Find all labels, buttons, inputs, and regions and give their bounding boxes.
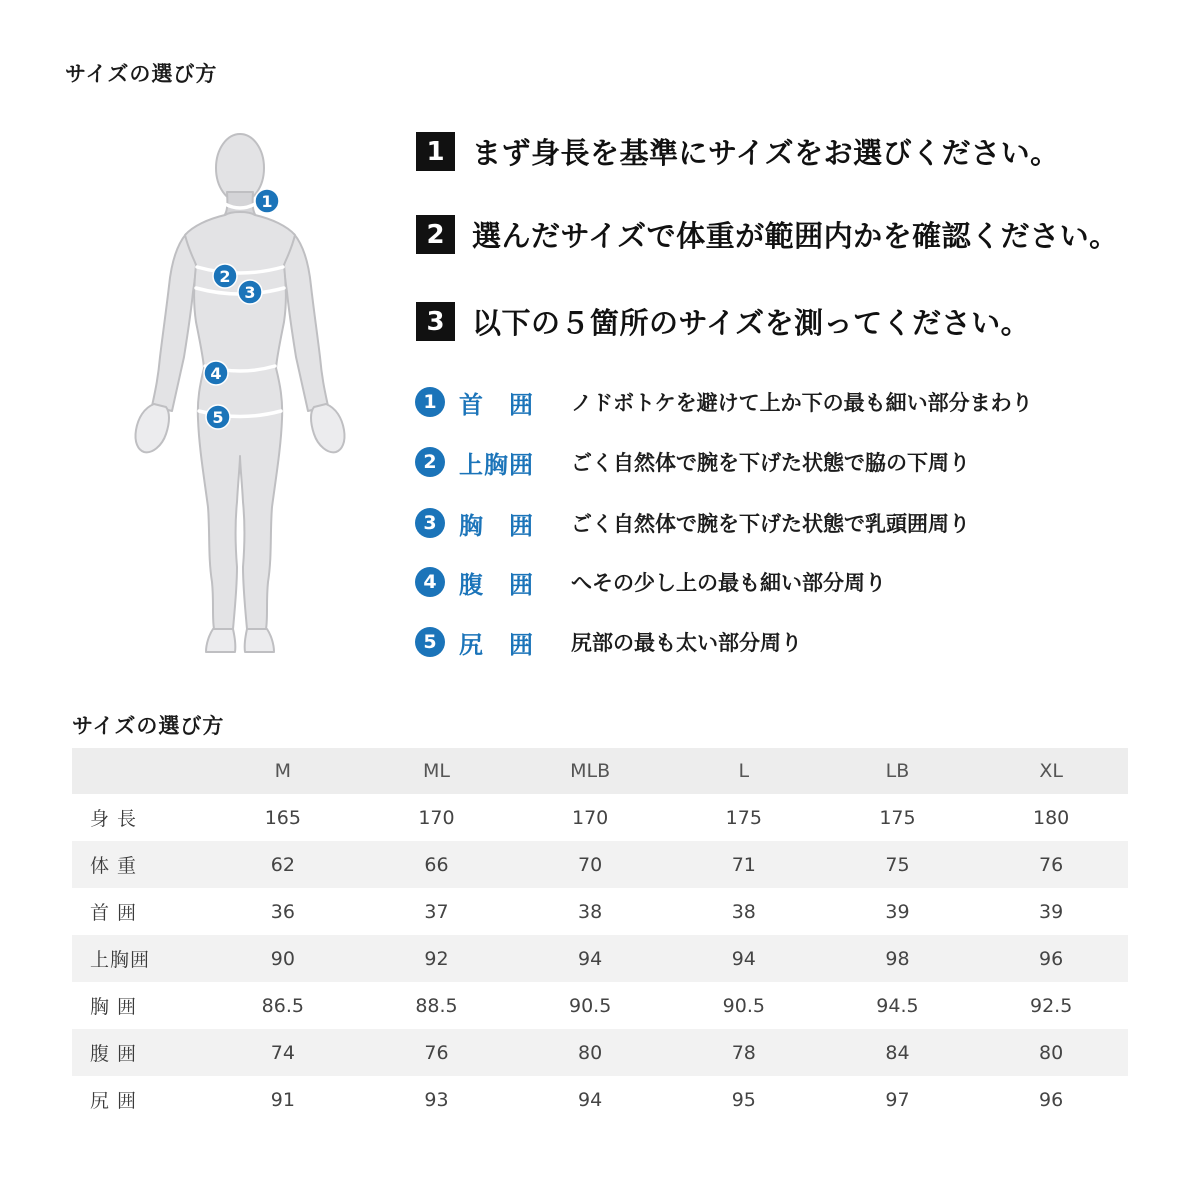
cell-weight-ml: 66 — [360, 841, 514, 888]
row-label-hip: 尻 囲 — [72, 1076, 206, 1123]
step-3-badge: 3 — [416, 302, 455, 341]
cell-neck-lb: 39 — [821, 888, 975, 935]
table-row-waist — [72, 1029, 1128, 1076]
figure-marker-5-number: 5 — [212, 408, 224, 427]
step-2-text: 選んだサイズで体重が範囲内かを確認ください。 — [472, 219, 1119, 253]
cell-chest-lb: 94.5 — [821, 982, 975, 1029]
figure-marker-1-number: 1 — [261, 192, 273, 211]
cell-upper-chest-l: 94 — [667, 935, 821, 982]
cell-hip-l: 95 — [667, 1076, 821, 1123]
step-1-text: まず身長を基準にサイズをお選びください。 — [472, 136, 1060, 170]
measurement-waist-label: 腹 囲 — [459, 570, 534, 599]
cell-weight-m: 62 — [206, 841, 360, 888]
cell-chest-xl: 92.5 — [974, 982, 1128, 1029]
measurement-neck — [415, 386, 1033, 418]
cell-weight-xl: 76 — [974, 841, 1128, 888]
figure-marker-3-number: 3 — [244, 283, 256, 302]
step-1-badge: 1 — [416, 132, 455, 171]
measurement-waist-desc: へその少し上の最も細い部分周り — [571, 571, 886, 595]
cell-chest-m: 86.5 — [206, 982, 360, 1029]
col-header-m: M — [206, 748, 360, 794]
cell-weight-l: 71 — [667, 841, 821, 888]
cell-neck-mlb: 38 — [513, 888, 667, 935]
measurement-upper-chest-desc: ごく自然体で腕を下げた状態で脇の下周り — [571, 451, 970, 475]
measurement-upper-chest-badge: 2 — [415, 447, 445, 477]
cell-neck-xl: 39 — [974, 888, 1128, 935]
cell-hip-lb: 97 — [821, 1076, 975, 1123]
cell-hip-m: 91 — [206, 1076, 360, 1123]
row-label-upper-chest: 上胸囲 — [72, 935, 206, 982]
cell-height-mlb: 170 — [513, 794, 667, 841]
figure-marker-4-number: 4 — [210, 364, 222, 383]
size-table-header-row — [72, 748, 1128, 794]
table-row-weight — [72, 841, 1128, 888]
figure-marker-2-number: 2 — [219, 267, 231, 286]
cell-height-xl: 180 — [974, 794, 1128, 841]
step-1 — [416, 131, 1060, 172]
cell-chest-ml: 88.5 — [360, 982, 514, 1029]
col-header-blank — [72, 748, 206, 794]
table-row-chest — [72, 982, 1128, 1029]
row-label-height: 身 長 — [72, 794, 206, 841]
step-3 — [416, 301, 1030, 342]
row-label-chest: 胸 囲 — [72, 982, 206, 1029]
table-row-upper-chest — [72, 935, 1128, 982]
col-header-xl: XL — [974, 748, 1128, 794]
cell-waist-xl: 80 — [974, 1029, 1128, 1076]
measurement-upper-chest-label: 上胸囲 — [459, 450, 534, 479]
col-header-l: L — [667, 748, 821, 794]
cell-neck-ml: 37 — [360, 888, 514, 935]
measurement-upper-chest — [415, 446, 970, 478]
cell-hip-xl: 96 — [974, 1076, 1128, 1123]
cell-waist-ml: 76 — [360, 1029, 514, 1076]
row-label-waist: 腹 囲 — [72, 1029, 206, 1076]
cell-upper-chest-mlb: 94 — [513, 935, 667, 982]
body-figure — [100, 116, 390, 681]
guide-title: サイズの選び方 — [65, 62, 218, 86]
size-table — [72, 748, 1128, 1123]
row-label-neck: 首 囲 — [72, 888, 206, 935]
cell-neck-m: 36 — [206, 888, 360, 935]
measurement-waist — [415, 566, 886, 598]
col-header-mlb: MLB — [513, 748, 667, 794]
measurement-chest-badge: 3 — [415, 508, 445, 538]
table-row-height — [72, 794, 1128, 841]
cell-height-m: 165 — [206, 794, 360, 841]
cell-weight-mlb: 70 — [513, 841, 667, 888]
cell-height-lb: 175 — [821, 794, 975, 841]
measurement-hip-label: 尻 囲 — [459, 630, 534, 659]
table-row-hip — [72, 1076, 1128, 1123]
cell-neck-l: 38 — [667, 888, 821, 935]
measurement-hip — [415, 626, 802, 658]
measurement-neck-label: 首 囲 — [459, 390, 534, 419]
cell-hip-mlb: 94 — [513, 1076, 667, 1123]
cell-weight-lb: 75 — [821, 841, 975, 888]
cell-height-ml: 170 — [360, 794, 514, 841]
measurement-neck-desc: ノドボトケを避けて上か下の最も細い部分まわり — [571, 391, 1033, 415]
cell-waist-lb: 84 — [821, 1029, 975, 1076]
measurement-neck-badge: 1 — [415, 387, 445, 417]
step-2 — [416, 214, 1119, 255]
cell-chest-l: 90.5 — [667, 982, 821, 1029]
cell-hip-ml: 93 — [360, 1076, 514, 1123]
row-label-weight: 体 重 — [72, 841, 206, 888]
measurement-chest-label: 胸 囲 — [459, 511, 534, 540]
col-header-ml: ML — [360, 748, 514, 794]
measurement-chest-desc: ごく自然体で腕を下げた状態で乳頭囲周り — [571, 512, 970, 536]
cell-upper-chest-lb: 98 — [821, 935, 975, 982]
cell-upper-chest-ml: 92 — [360, 935, 514, 982]
cell-height-l: 175 — [667, 794, 821, 841]
cell-waist-mlb: 80 — [513, 1029, 667, 1076]
cell-waist-m: 74 — [206, 1029, 360, 1076]
step-2-badge: 2 — [416, 215, 455, 254]
step-3-text: 以下の５箇所のサイズを測ってください。 — [472, 306, 1031, 340]
measurement-waist-badge: 4 — [415, 567, 445, 597]
measurement-hip-desc: 尻部の最も太い部分周り — [571, 631, 802, 655]
measurement-chest — [415, 507, 970, 539]
cell-chest-mlb: 90.5 — [513, 982, 667, 1029]
body-silhouette-illustration — [100, 116, 390, 681]
size-table-title: サイズの選び方 — [72, 714, 225, 738]
table-row-neck — [72, 888, 1128, 935]
col-header-lb: LB — [821, 748, 975, 794]
cell-upper-chest-xl: 96 — [974, 935, 1128, 982]
cell-waist-l: 78 — [667, 1029, 821, 1076]
measurement-hip-badge: 5 — [415, 627, 445, 657]
cell-upper-chest-m: 90 — [206, 935, 360, 982]
